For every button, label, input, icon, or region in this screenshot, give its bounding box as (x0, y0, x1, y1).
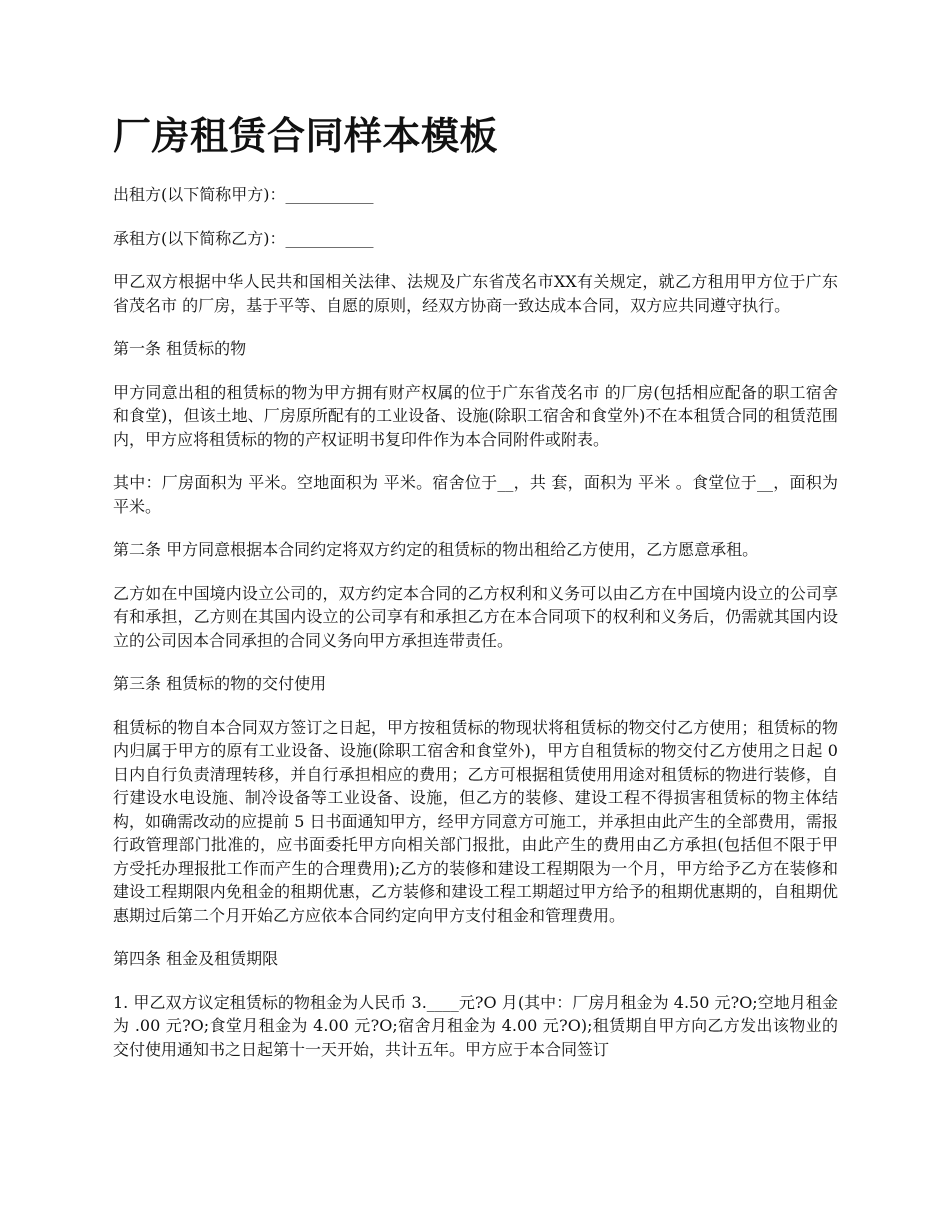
lessor-line: 出租方(以下简称甲方)：___________ (113, 185, 374, 204)
document-body (113, 183, 838, 1081)
article-4-heading: 第四条 租金及租赁期限 (113, 949, 279, 968)
article-2-paragraph: 第二条 甲方同意根据本合同约定将双方约定的租赁标的物出租给乙方使用，乙方愿意承租。 (113, 540, 759, 559)
lessee-line: 承租方(以下简称乙方)：___________ (113, 228, 374, 248)
article-3-paragraph-1: 租赁标的物自本合同双方签订之日起，甲方按租赁标的物现状将租赁标的物交付乙方使用；租赁标的物内归属于甲方的原有工业设备、设施(除职工宿舍和食堂外)，甲方自租赁标的物交付乙方使用之日起 0 日内自行负责清理转移，并自行承担相应的费用；乙方可根据租赁使用用途对租赁标的物进行装修，自行建设水电设施、制冷设备等工业设备、设施，但乙方的装修、建设工程不得损害租赁标的物主体结构，如确需改动的应提前 5 日书面通知甲方，经甲方同意方可施工，并承担由此产生的全部费用，需报行政管理部门批准的，应书面委托甲方向相关部门报批，由此产生的费用由乙方承担(包括但不限于甲方受托办理报批工作而产生的合理费用);乙方的装修和建设工程期限为一个月，甲方给予乙方在装修和建设工程期限内免租金的租期优惠，乙方装修和建设工程工期超过甲方给予的租期优惠期的，自租期优惠期过后第二个月开始乙方应依本合同约定向甲方支付租金和管理费用。 (113, 717, 838, 925)
article-1-paragraph-2: 其中：厂房面积为 平米。空地面积为 平米。宿舍位于__，共 套，面积为 平米 。食堂位于__，面积为 平米。 (113, 473, 838, 516)
document-title: 厂房租赁合同样本模板 (113, 113, 499, 158)
article-2-paragraph-2: 乙方如在中国境内设立公司的，双方约定本合同的乙方权利和义务可以由乙方在中国境内设立的公司享有和承担，乙方则在其国内设立的公司享有和承担乙方在本合同项下的权利和义务后，仍需就其国内设立的公司因本合同承担的合同义务向甲方承担连带责任。 (113, 583, 838, 650)
article-1-heading: 第一条 租赁标的物 (113, 339, 247, 358)
intro-paragraph: 甲乙双方根据中华人民共和国相关法律、法规及广东省茂名市XX有关规定，就乙方租用甲方位于广东省茂名市 的厂房，基于平等、自愿的原则，经双方协商一致达成本合同，双方应共同遵守执行。 (113, 272, 838, 315)
article-1-paragraph-1: 甲方同意出租的租赁标的物为甲方拥有财产权属的位于广东省茂名市 的厂房(包括相应配备的职工宿舍和食堂)，但该土地、厂房原所配有的工业设备、设施(除职工宿舍和食堂外)不在本租赁合同的租赁范围内，甲方应将租赁标的物的产权证明书复印件作为本合同附件或附表。 (113, 382, 838, 449)
article-3-heading: 第三条 租赁标的物的交付使用 (113, 674, 327, 693)
article-4-paragraph-1: 1. 甲乙双方议定租赁标的物租金为人民币 3.____元?O 月(其中：厂房月租金为 4.50 元?O;空地月租金为 .00 元?O;食堂月租金为 4.00 元?O;宿舍月租金为 4.00 元?O);租赁期自甲方向乙方发出该物业的交付使用通知书之日起第十一天开始，共计五年。甲方应于本合同签订 (113, 992, 838, 1059)
